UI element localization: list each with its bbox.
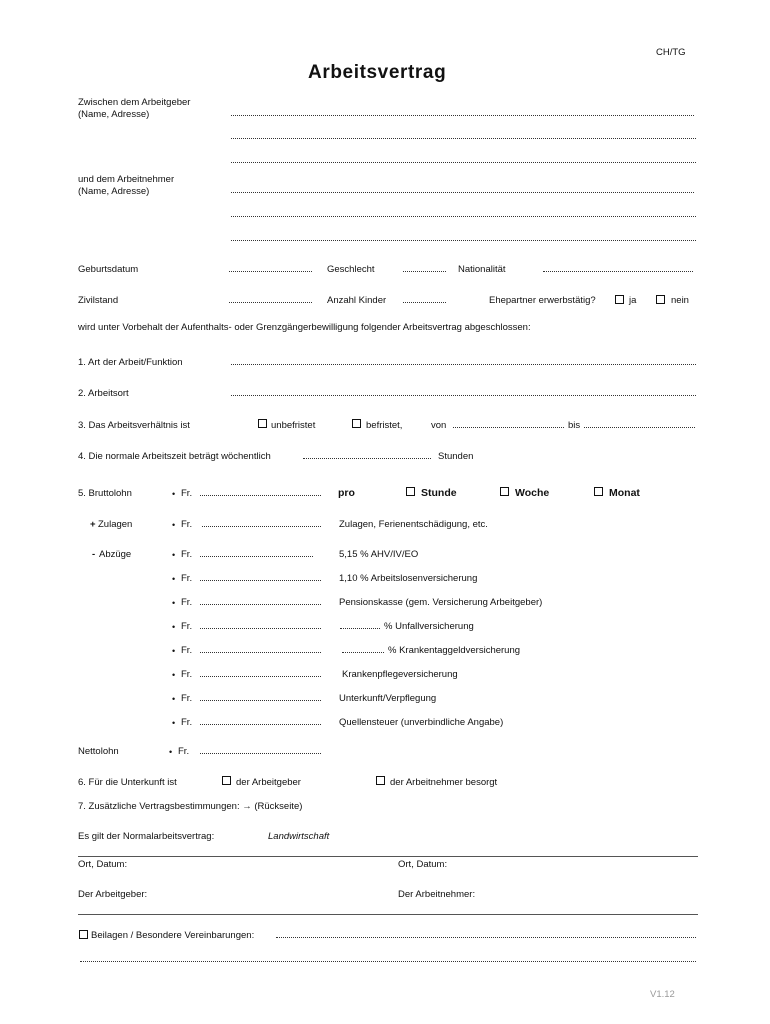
- lodging-label: Unterkunft/Verpflegung: [339, 693, 437, 704]
- job-function-field[interactable]: [231, 360, 696, 365]
- document-code: CH/TG: [656, 47, 686, 58]
- birthdate-label: Geburtsdatum: [78, 264, 139, 275]
- employer-line-3[interactable]: [231, 158, 696, 163]
- per-week-label: Woche: [515, 487, 550, 499]
- spouse-no-checkbox[interactable]: [656, 295, 665, 304]
- employer-line-1[interactable]: [231, 111, 694, 116]
- zulagen-amount-field[interactable]: [202, 522, 321, 527]
- to-date-field[interactable]: [584, 423, 695, 428]
- nationality-field[interactable]: [543, 267, 693, 272]
- bullet-icon: •: [172, 574, 176, 584]
- attachments-line-2[interactable]: [80, 957, 696, 962]
- currency-label: Fr.: [181, 693, 193, 704]
- withholding-label: Quellensteuer (unverbindliche Angabe): [339, 717, 504, 728]
- currency-label: Fr.: [181, 549, 193, 560]
- employee-line-3[interactable]: [231, 236, 696, 241]
- per-month-label: Monat: [609, 487, 640, 499]
- per-hour-checkbox[interactable]: [406, 487, 415, 496]
- lodging-amount-field[interactable]: [200, 696, 321, 701]
- daily-sick-percent-field[interactable]: [342, 648, 384, 653]
- spouse-yes-label: ja: [629, 295, 637, 306]
- employee-label: und dem Arbeitnehmer: [78, 174, 175, 185]
- from-label: von: [431, 420, 447, 431]
- bullet-icon: •: [172, 520, 176, 530]
- attachments-label: Beilagen / Besondere Vereinbarungen:: [91, 930, 255, 941]
- currency-label: Fr.: [181, 645, 193, 656]
- ahv-label: 5,15 % AHV/IV/EO: [339, 549, 419, 560]
- currency-label: Fr.: [181, 573, 193, 584]
- bullet-icon: •: [172, 622, 176, 632]
- civil-status-label: Zivilstand: [78, 295, 119, 306]
- lodging-employer-checkbox[interactable]: [222, 776, 231, 785]
- currency-label: Fr.: [181, 717, 193, 728]
- intro-text: wird unter Vorbehalt der Aufenthalts- oder Grenzgängerbewilligung folgender Arbeitsvertrag abgeschlossen:: [78, 322, 531, 333]
- gender-label: Geschlecht: [327, 264, 375, 275]
- per-label: pro: [338, 487, 355, 499]
- version-label: V1.12: [650, 989, 675, 1000]
- item-7-label: 7. Zusätzliche Vertragsbestimmungen: → (Rückseite): [78, 801, 303, 812]
- alv-amount-field[interactable]: [200, 576, 321, 581]
- item-4-label: 4. Die normale Arbeitszeit beträgt wöchentlich: [78, 451, 271, 462]
- accident-percent-field[interactable]: [340, 624, 380, 629]
- employee-sublabel: (Name, Adresse): [78, 186, 150, 197]
- from-date-field[interactable]: [453, 423, 564, 428]
- normal-contract-label: Es gilt der Normalarbeitsvertrag:: [78, 831, 215, 842]
- bullet-icon: •: [172, 646, 176, 656]
- currency-label: Fr.: [181, 669, 193, 680]
- accident-label: % Unfallversicherung: [384, 621, 474, 632]
- children-field[interactable]: [403, 298, 446, 303]
- withholding-amount-field[interactable]: [200, 720, 321, 725]
- accident-amount-field[interactable]: [200, 624, 321, 629]
- bullet-icon: •: [172, 598, 176, 608]
- hours-unit-label: Stunden: [438, 451, 474, 462]
- spouse-question: Ehepartner erwerbstätig?: [489, 295, 596, 306]
- divider: [78, 856, 698, 857]
- zulagen-desc: Zulagen, Ferienentschädigung, etc.: [339, 519, 488, 530]
- net-salary-field[interactable]: [200, 749, 321, 754]
- employee-line-2[interactable]: [231, 212, 696, 217]
- weekly-hours-field[interactable]: [303, 454, 431, 459]
- alv-label: 1,10 % Arbeitslosenversicherung: [339, 573, 478, 584]
- nationality-label: Nationalität: [458, 264, 506, 275]
- lodging-employee-checkbox[interactable]: [376, 776, 385, 785]
- normal-contract-value: Landwirtschaft: [268, 831, 330, 842]
- pension-amount-field[interactable]: [200, 600, 321, 605]
- bullet-icon: •: [169, 747, 173, 757]
- unbefristet-checkbox[interactable]: [258, 419, 267, 428]
- health-amount-field[interactable]: [200, 672, 321, 677]
- employer-sublabel: (Name, Adresse): [78, 109, 150, 120]
- birthdate-field[interactable]: [229, 267, 312, 272]
- currency-label: Fr.: [181, 597, 193, 608]
- item-2-label: 2. Arbeitsort: [78, 388, 129, 399]
- zulagen-label: Zulagen: [98, 519, 133, 530]
- bullet-icon: •: [172, 550, 176, 560]
- children-label: Anzahl Kinder: [327, 295, 387, 306]
- currency-label: Fr.: [178, 746, 190, 757]
- place-date-right-label: Ort, Datum:: [398, 859, 448, 870]
- currency-label: Fr.: [181, 488, 193, 499]
- pension-label: Pensionskasse (gem. Versicherung Arbeitgeber): [339, 597, 543, 608]
- gross-salary-field[interactable]: [200, 491, 321, 496]
- lodging-employee-label: der Arbeitnehmer besorgt: [390, 777, 498, 788]
- currency-label: Fr.: [181, 519, 193, 530]
- unbefristet-label: unbefristet: [271, 420, 316, 431]
- employer-line-2[interactable]: [231, 134, 696, 139]
- item-3-label: 3. Das Arbeitsverhältnis ist: [78, 420, 190, 431]
- attachments-checkbox[interactable]: [79, 930, 88, 939]
- item-1-label: 1. Art der Arbeit/Funktion: [78, 357, 183, 368]
- work-location-field[interactable]: [231, 391, 696, 396]
- civil-status-field[interactable]: [229, 298, 312, 303]
- lodging-employer-label: der Arbeitgeber: [236, 777, 301, 788]
- befristet-label: befristet,: [366, 420, 403, 431]
- net-salary-label: Nettolohn: [78, 746, 119, 757]
- health-label: Krankenpflegeversicherung: [342, 669, 458, 680]
- employee-line-1[interactable]: [231, 188, 694, 193]
- currency-label: Fr.: [181, 621, 193, 632]
- per-hour-label: Stunde: [421, 487, 457, 499]
- bullet-icon: •: [172, 670, 176, 680]
- plus-sign: +: [90, 519, 96, 530]
- item-6-label: 6. Für die Unterkunft ist: [78, 777, 177, 788]
- abzuege-label: Abzüge: [99, 549, 132, 560]
- divider: [78, 914, 698, 915]
- per-week-checkbox[interactable]: [500, 487, 509, 496]
- bullet-icon: •: [172, 718, 176, 728]
- employer-signature-label: Der Arbeitgeber:: [78, 889, 148, 900]
- minus-sign: -: [92, 549, 96, 560]
- bullet-icon: •: [172, 489, 176, 499]
- to-label: bis: [568, 420, 581, 431]
- attachments-line-1[interactable]: [276, 933, 696, 938]
- item-5-label: 5. Bruttolohn: [78, 488, 132, 499]
- spouse-no-label: nein: [671, 295, 689, 306]
- place-date-left-label: Ort, Datum:: [78, 859, 128, 870]
- gender-field[interactable]: [403, 267, 446, 272]
- spouse-yes-checkbox[interactable]: [615, 295, 624, 304]
- daily-sick-label: % Krankentaggeldversicherung: [388, 645, 521, 656]
- per-month-checkbox[interactable]: [594, 487, 603, 496]
- employee-signature-label: Der Arbeitnehmer:: [398, 889, 476, 900]
- ahv-amount-field[interactable]: [200, 552, 313, 557]
- page-title: Arbeitsvertrag: [308, 62, 447, 83]
- befristet-checkbox[interactable]: [352, 419, 361, 428]
- employer-label: Zwischen dem Arbeitgeber: [78, 97, 191, 108]
- daily-sick-amount-field[interactable]: [200, 648, 321, 653]
- bullet-icon: •: [172, 694, 176, 704]
